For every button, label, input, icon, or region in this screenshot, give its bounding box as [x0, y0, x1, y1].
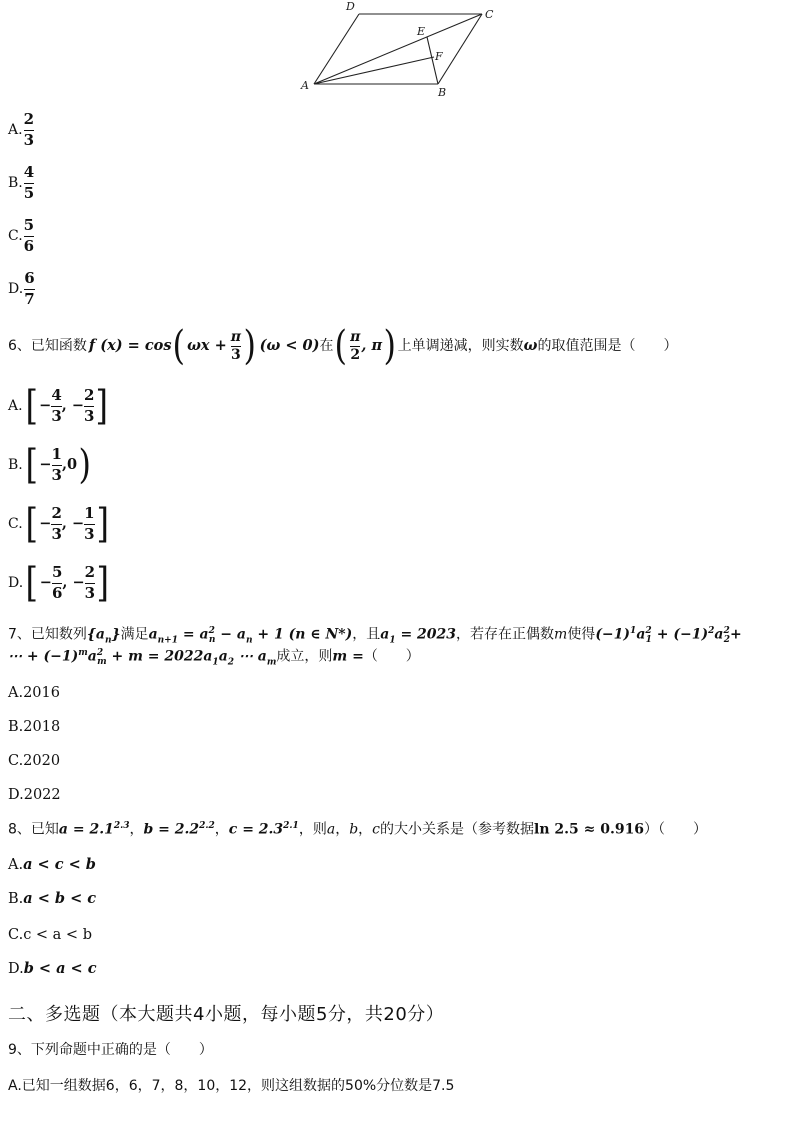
q6-option-a[interactable]: A. [ − 4 3 , − 2 3 ]	[8, 383, 109, 429]
question-8-stem: 8、已知$a = 2.1^{2.3}$，$b = 2.2^{2.2}$，$c = 2.3^{2.1}$，则a，b，c的大小关系是（参考数据ln 2.5 ≈ 0.916）（ ）	[8, 821, 708, 838]
q8-option-c[interactable]: C.c < a < b	[8, 927, 92, 943]
segment-AC	[314, 14, 482, 84]
segment-AF	[314, 57, 434, 84]
q7-option-d[interactable]: D.2022	[8, 787, 61, 803]
label-E: E	[417, 25, 426, 38]
label-C: C	[485, 8, 494, 21]
q5-option-b[interactable]: B. 4 5	[8, 163, 35, 202]
q6-option-d[interactable]: D. [ − 5 6 , − 2 3 ]	[8, 560, 110, 606]
fraction: 2 3	[23, 110, 34, 149]
q5-option-a[interactable]: A. 2 3	[8, 110, 34, 149]
question-7-line-1: 7、已知数列$\{a_n\}$满足$a_{n+1} = a^2_n - a_n + 1$ (n ∈ N*)，且$a_1 = 2023$，若存在正偶数m使得$(-1)^1a^2_1 + (-1)^2a^2_2+$	[8, 626, 742, 646]
question-9-stem: 9、下列命题中正确的是（ ）	[8, 1042, 213, 1058]
q8-option-b[interactable]: B.a < b < c	[8, 890, 97, 907]
q7-option-b[interactable]: B.2018	[8, 719, 61, 735]
q6-option-b[interactable]: B. [ − 1 3 ,0 )	[8, 442, 92, 488]
parallelogram-figure	[296, 0, 506, 98]
label-B: B	[438, 86, 447, 98]
q5-option-d[interactable]: D. 6 7	[8, 269, 35, 308]
label-D: D	[346, 0, 355, 13]
label-A: A	[301, 79, 309, 92]
q7-option-c[interactable]: C.2020	[8, 753, 61, 769]
question-6-stem: 6、 已知函数 f (x) = cos ( ωx + $\frac{\pi}{3}$ ) (ω < 0) 在 ( $\frac{\pi}{2}$ , π ) 上单调递减，则实数 ω 的取值范围是（ ）	[8, 323, 678, 369]
q9-option-a[interactable]: A.已知一组数据6，6，7，8，10，12，则这组数据的50%分位数是7.5	[8, 1078, 455, 1094]
q6-option-c[interactable]: C. [ − 2 3 , − 1 3 ]	[8, 501, 109, 547]
fraction: 6 7	[24, 269, 35, 308]
q8-option-a[interactable]: A.a < c < b	[8, 856, 96, 873]
fraction: 5 6	[23, 216, 35, 255]
q7-option-a[interactable]: A.2016	[8, 685, 60, 701]
q8-option-d[interactable]: D.b < a < c	[8, 960, 97, 977]
q5-option-c[interactable]: C. 5 6	[8, 216, 35, 255]
edge-AD	[314, 14, 359, 84]
section-2-heading: 二、多选题（本大题共4小题，每小题5分，共20分）	[8, 1004, 445, 1025]
fraction: 4 5	[23, 163, 35, 202]
edge-CB	[438, 14, 482, 84]
label-F: F	[435, 50, 443, 63]
question-7-line-2: ⋯ + $(-1)^ma^2_m + m = 2022a_1a_2$ ⋯ $a_m$成立，则m =（ ）	[8, 648, 420, 668]
